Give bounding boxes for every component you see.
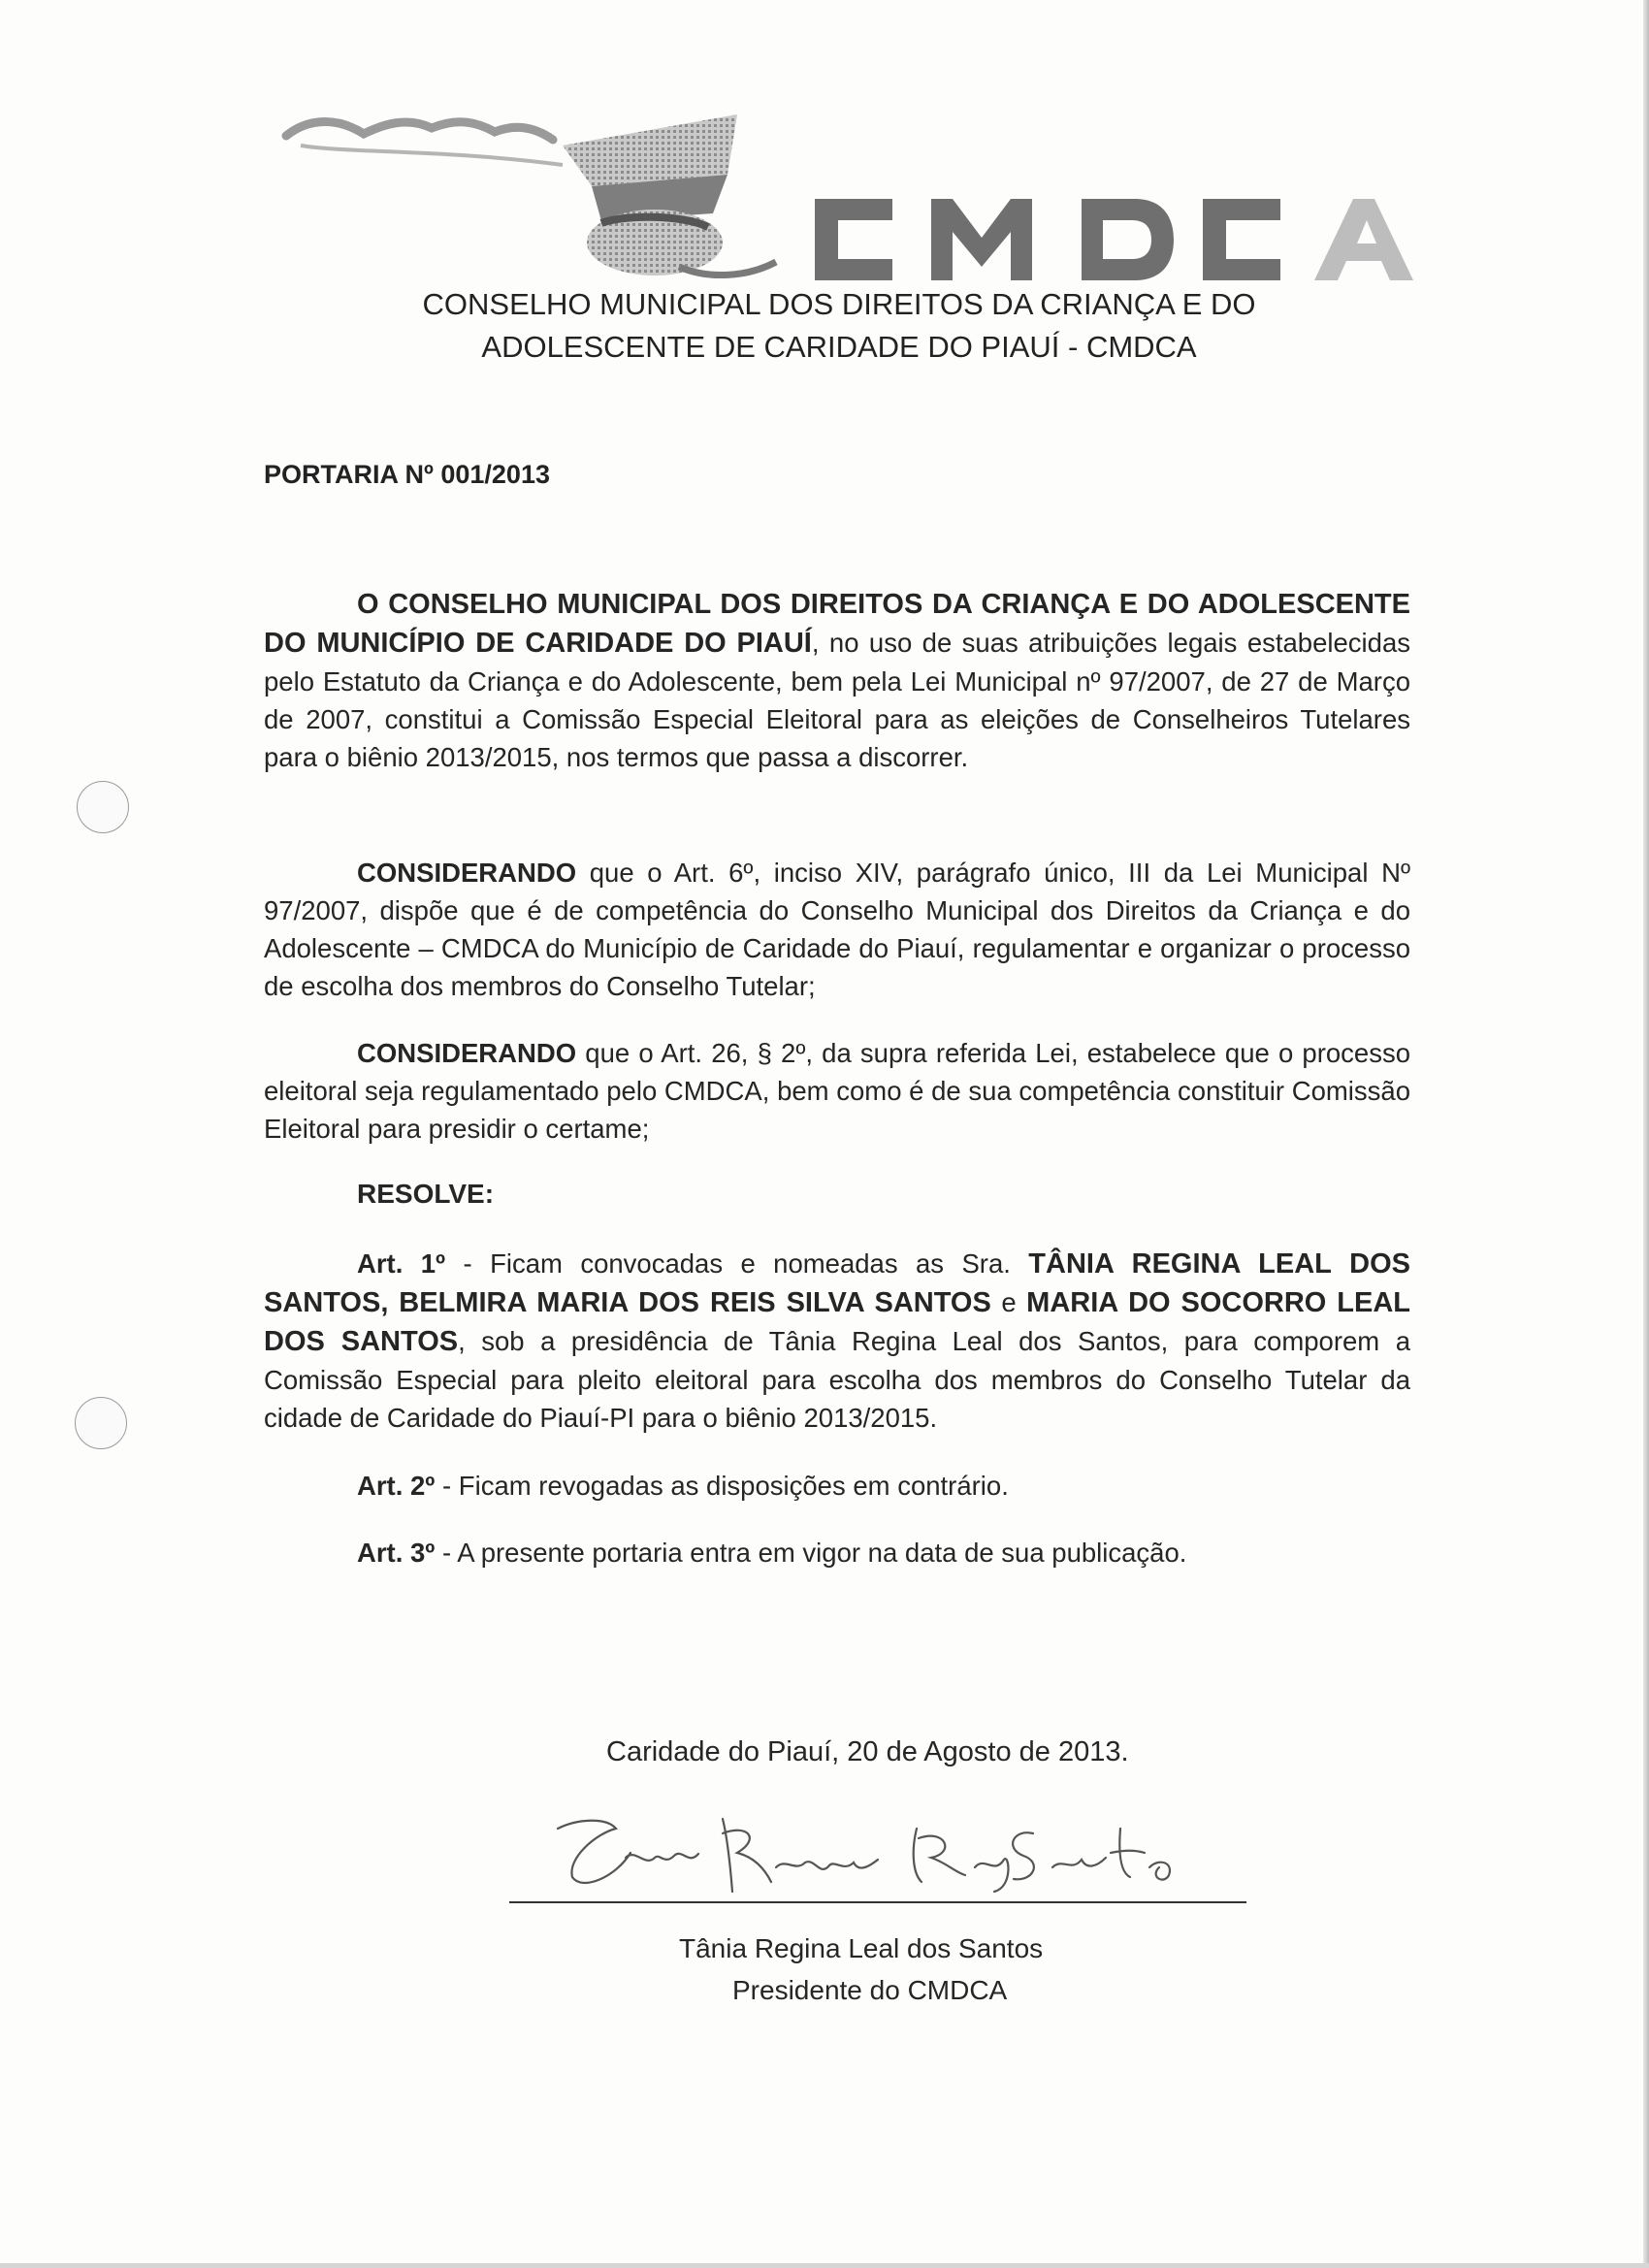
portaria-number: PORTARIA Nº 001/2013 [264,460,550,489]
place-date: Caridade do Piauí, 20 de Agosto de 2013. [606,1736,1129,1767]
punch-hole [75,1397,127,1449]
considerando-label: CONSIDERANDO [357,858,577,888]
signer-role: Presidente do CMDCA [732,1975,1008,2005]
article-1 [264,1245,1410,1437]
article-label: Art. 1º [357,1248,446,1279]
article-text: , sob a presidência de Tânia Regina Leal dos Santos, para comporem a Comissão Especial para pleito eleitoral para escolha dos membros do Conselho Tutelar da cidade de Caridade do Piauí-PI para o biênio 2013/2015. [264,1326,1410,1433]
considerando-text: que o Art. 6º, inciso XIV, parágrafo único, III da Lei Municipal Nº 97/2007, dispõe que é de competência do Conselho Municipal dos Direitos da Criança e do Adolescente – CMDCA do Município de Caridade do Piauí, regulamentar e organizar o processo de escolha dos membros do Conselho Tutelar; [264,858,1410,1001]
article-2 [357,1471,1009,1502]
intro-bold: O CONSELHO MUNICIPAL DOS DIREITOS DA CRIANÇA E DO ADOLESCENTE DO MUNICÍPIO DE CARIDADE DO PIAUÍ [264,589,1410,659]
header-line-2: ADOLESCENTE DE CARIDADE DO PIAUÍ - CMDCA [481,330,1197,364]
intro-text: , no uso de suas atribuições legais estabelecidas pelo Estatuto da Criança e do Adolescente, bem pela Lei Municipal nº 97/2007, de 27 de Março de 2007, constitui a Comissão Especial Eleitoral para as eleições de Conselheiros Tutelares para o biênio 2013/2015, nos termos que passa a discorrer. [264,628,1410,772]
punch-hole [77,781,129,833]
article-text: - Ficam convocadas e nomeadas as Sra. [445,1248,1029,1279]
member-name: MARIA DO SOCORRO LEAL DOS SANTOS [264,1287,1410,1357]
article-text: e [990,1287,1027,1317]
member-names: TÂNIA REGINA LEAL DOS SANTOS, BELMIRA MARIA DOS REIS SILVA SANTOS [264,1248,1410,1318]
header-line-1: CONSELHO MUNICIPAL DOS DIREITOS DA CRIANÇA E DO [422,287,1256,321]
article-text: - Ficam revogadas as disposições em contrário. [435,1471,1009,1501]
considerando-paragraph-1 [264,854,1410,1005]
council-header [252,283,1426,369]
signer-name: Tânia Regina Leal dos Santos [679,1933,1044,1963]
considerando-paragraph-2 [264,1034,1410,1148]
considerando-label: CONSIDERANDO [357,1038,577,1068]
article-text: - A presente portaria entra em vigor na data de sua publicação. [435,1538,1187,1568]
intro-paragraph [264,585,1410,776]
paper-edge-bottom [0,2263,1649,2268]
article-label: Art. 3º [357,1538,436,1568]
signature-line [509,1901,1246,1903]
article-label: Art. 2º [357,1471,436,1501]
article-3 [357,1538,1186,1569]
resolve-heading: RESOLVE: [357,1179,495,1209]
considerando-text: que o Art. 26, § 2º, da supra referida Lei, estabelece que o processo eleitoral seja regulamentado pelo CMDCA, bem como é de sua competência constituir Comissão Eleitoral para presidir o certame; [264,1038,1410,1144]
paper-edge [1643,0,1649,2268]
handwritten-signature [538,1799,1217,1906]
cmdca-logo [272,107,1455,281]
